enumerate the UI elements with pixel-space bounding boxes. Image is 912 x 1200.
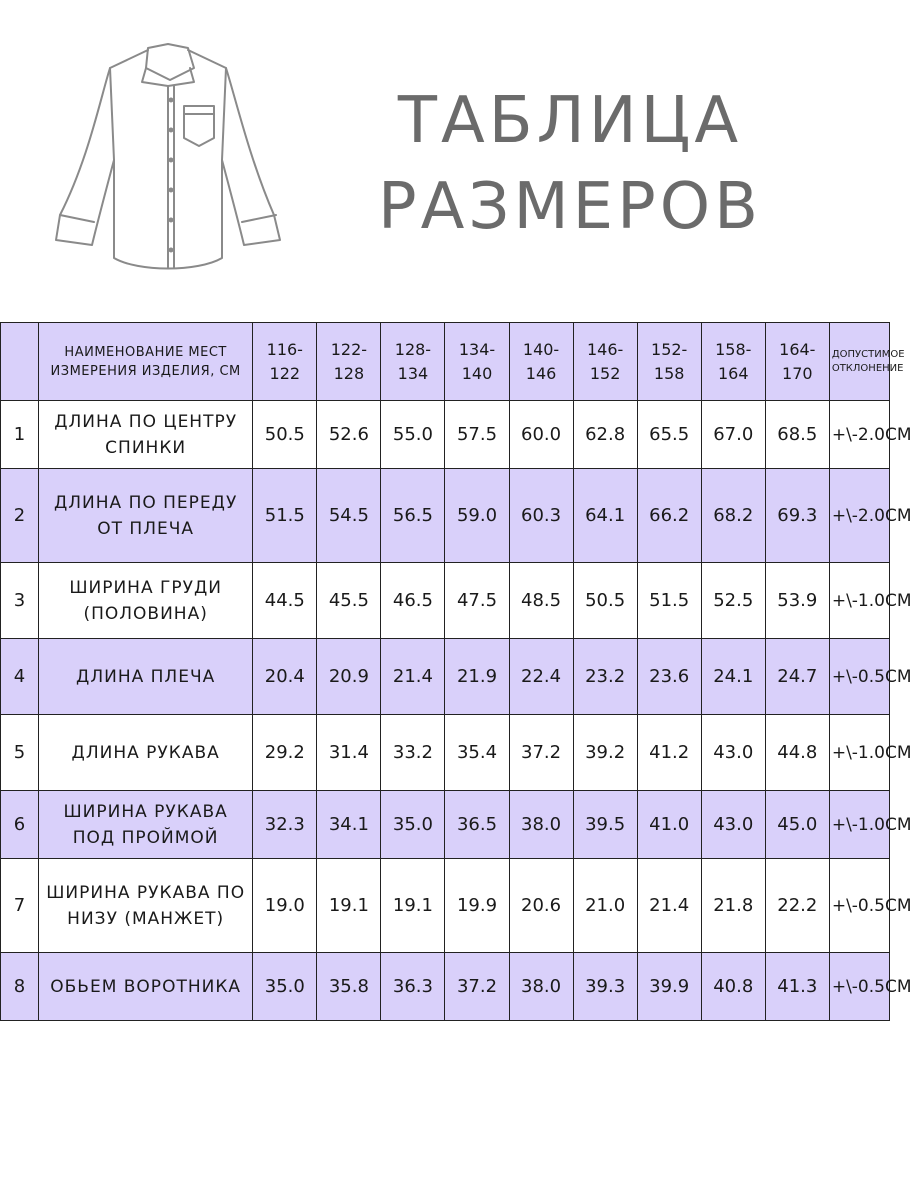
size-value: 52.6 (317, 401, 381, 469)
size-value: 35.4 (445, 715, 509, 791)
size-value: 44.8 (765, 715, 829, 791)
title-line-2: РАЗМЕРОВ (378, 170, 762, 244)
size-value: 29.2 (253, 715, 317, 791)
header-size: 164-170 (765, 323, 829, 401)
tolerance-value: +\-0.5СМ (829, 859, 889, 953)
size-value: 47.5 (445, 563, 509, 639)
tolerance-value: +\-2.0СМ (829, 401, 889, 469)
size-value: 35.0 (381, 791, 445, 859)
table-row (1, 401, 890, 469)
size-value: 41.0 (637, 791, 701, 859)
size-value: 68.5 (765, 401, 829, 469)
size-value: 21.4 (637, 859, 701, 953)
header-tolerance: ДОПУСТИМОЕ ОТКЛОНЕНИЕ (829, 323, 889, 401)
size-value: 31.4 (317, 715, 381, 791)
page-title (360, 78, 780, 250)
size-value: 56.5 (381, 469, 445, 563)
header-size: 128-134 (381, 323, 445, 401)
size-value: 39.3 (573, 953, 637, 1021)
size-value: 43.0 (701, 791, 765, 859)
table-header-row (1, 323, 890, 401)
size-value: 69.3 (765, 469, 829, 563)
header-size: 146-152 (573, 323, 637, 401)
tolerance-value: +\-1.0СМ (829, 791, 889, 859)
size-value: 20.4 (253, 639, 317, 715)
size-value: 19.0 (253, 859, 317, 953)
title-line-1: ТАБЛИЦА (397, 84, 743, 158)
tolerance-value: +\-0.5СМ (829, 639, 889, 715)
size-value: 19.9 (445, 859, 509, 953)
size-value: 21.0 (573, 859, 637, 953)
table-row (1, 953, 890, 1021)
size-value: 60.0 (509, 401, 573, 469)
size-value: 48.5 (509, 563, 573, 639)
size-value: 50.5 (573, 563, 637, 639)
size-value: 39.2 (573, 715, 637, 791)
size-value: 20.9 (317, 639, 381, 715)
tolerance-value: +\-2.0СМ (829, 469, 889, 563)
size-value: 23.6 (637, 639, 701, 715)
shirt-illustration (48, 40, 288, 280)
header-size: 116-122 (253, 323, 317, 401)
header-size: 158-164 (701, 323, 765, 401)
size-value: 39.9 (637, 953, 701, 1021)
tolerance-value: +\-1.0СМ (829, 715, 889, 791)
size-value: 19.1 (317, 859, 381, 953)
size-value: 51.5 (637, 563, 701, 639)
size-value: 45.5 (317, 563, 381, 639)
tolerance-value: +\-0.5СМ (829, 953, 889, 1021)
size-value: 19.1 (381, 859, 445, 953)
table-row (1, 715, 890, 791)
size-value: 60.3 (509, 469, 573, 563)
size-value: 51.5 (253, 469, 317, 563)
tolerance-value: +\-1.0СМ (829, 563, 889, 639)
size-value: 21.8 (701, 859, 765, 953)
header-size: 122-128 (317, 323, 381, 401)
size-value: 59.0 (445, 469, 509, 563)
size-value: 57.5 (445, 401, 509, 469)
size-value: 54.5 (317, 469, 381, 563)
size-value: 24.1 (701, 639, 765, 715)
row-number: 2 (1, 469, 39, 563)
measurement-name: ОБЬЕМ ВОРОТНИКА (39, 953, 253, 1021)
size-value: 24.7 (765, 639, 829, 715)
row-number: 6 (1, 791, 39, 859)
size-value: 43.0 (701, 715, 765, 791)
row-number: 1 (1, 401, 39, 469)
size-value: 36.5 (445, 791, 509, 859)
size-value: 68.2 (701, 469, 765, 563)
size-value: 62.8 (573, 401, 637, 469)
table-row (1, 469, 890, 563)
measurement-name: ДЛИНА ПЛЕЧА (39, 639, 253, 715)
size-value: 38.0 (509, 953, 573, 1021)
header-measurement-name: НАИМЕНОВАНИЕ МЕСТ ИЗМЕРЕНИЯ ИЗДЕЛИЯ, СМ (39, 323, 253, 401)
header-size: 152-158 (637, 323, 701, 401)
size-value: 21.4 (381, 639, 445, 715)
size-value: 64.1 (573, 469, 637, 563)
size-value: 38.0 (509, 791, 573, 859)
size-value: 22.4 (509, 639, 573, 715)
measurement-name: ШИРИНА РУКАВА ПОД ПРОЙМОЙ (39, 791, 253, 859)
row-number: 3 (1, 563, 39, 639)
size-value: 45.0 (765, 791, 829, 859)
size-value: 23.2 (573, 639, 637, 715)
size-value: 32.3 (253, 791, 317, 859)
measurement-name: ДЛИНА РУКАВА (39, 715, 253, 791)
table-row (1, 639, 890, 715)
measurement-name: ДЛИНА ПО ЦЕНТРУ СПИНКИ (39, 401, 253, 469)
size-value: 21.9 (445, 639, 509, 715)
measurement-name: ШИРИНА РУКАВА ПО НИЗУ (МАНЖЕТ) (39, 859, 253, 953)
size-value: 33.2 (381, 715, 445, 791)
row-number: 4 (1, 639, 39, 715)
size-value: 41.2 (637, 715, 701, 791)
size-value: 53.9 (765, 563, 829, 639)
header-size: 140-146 (509, 323, 573, 401)
size-value: 37.2 (445, 953, 509, 1021)
size-value: 35.8 (317, 953, 381, 1021)
header-size: 134-140 (445, 323, 509, 401)
size-value: 40.8 (701, 953, 765, 1021)
size-value: 41.3 (765, 953, 829, 1021)
size-value: 34.1 (317, 791, 381, 859)
size-table (0, 322, 912, 1021)
size-value: 67.0 (701, 401, 765, 469)
size-value: 36.3 (381, 953, 445, 1021)
measurement-name: ДЛИНА ПО ПЕРЕДУ ОТ ПЛЕЧА (39, 469, 253, 563)
size-value: 39.5 (573, 791, 637, 859)
size-value: 50.5 (253, 401, 317, 469)
size-value: 22.2 (765, 859, 829, 953)
header-num (1, 323, 39, 401)
table-row (1, 859, 890, 953)
row-number: 5 (1, 715, 39, 791)
size-value: 52.5 (701, 563, 765, 639)
size-value: 37.2 (509, 715, 573, 791)
size-value: 55.0 (381, 401, 445, 469)
size-value: 65.5 (637, 401, 701, 469)
row-number: 8 (1, 953, 39, 1021)
row-number: 7 (1, 859, 39, 953)
table-row (1, 791, 890, 859)
size-value: 20.6 (509, 859, 573, 953)
size-value: 44.5 (253, 563, 317, 639)
measurement-name: ШИРИНА ГРУДИ (ПОЛОВИНА) (39, 563, 253, 639)
size-value: 46.5 (381, 563, 445, 639)
table-row (1, 563, 890, 639)
size-value: 66.2 (637, 469, 701, 563)
size-value: 35.0 (253, 953, 317, 1021)
